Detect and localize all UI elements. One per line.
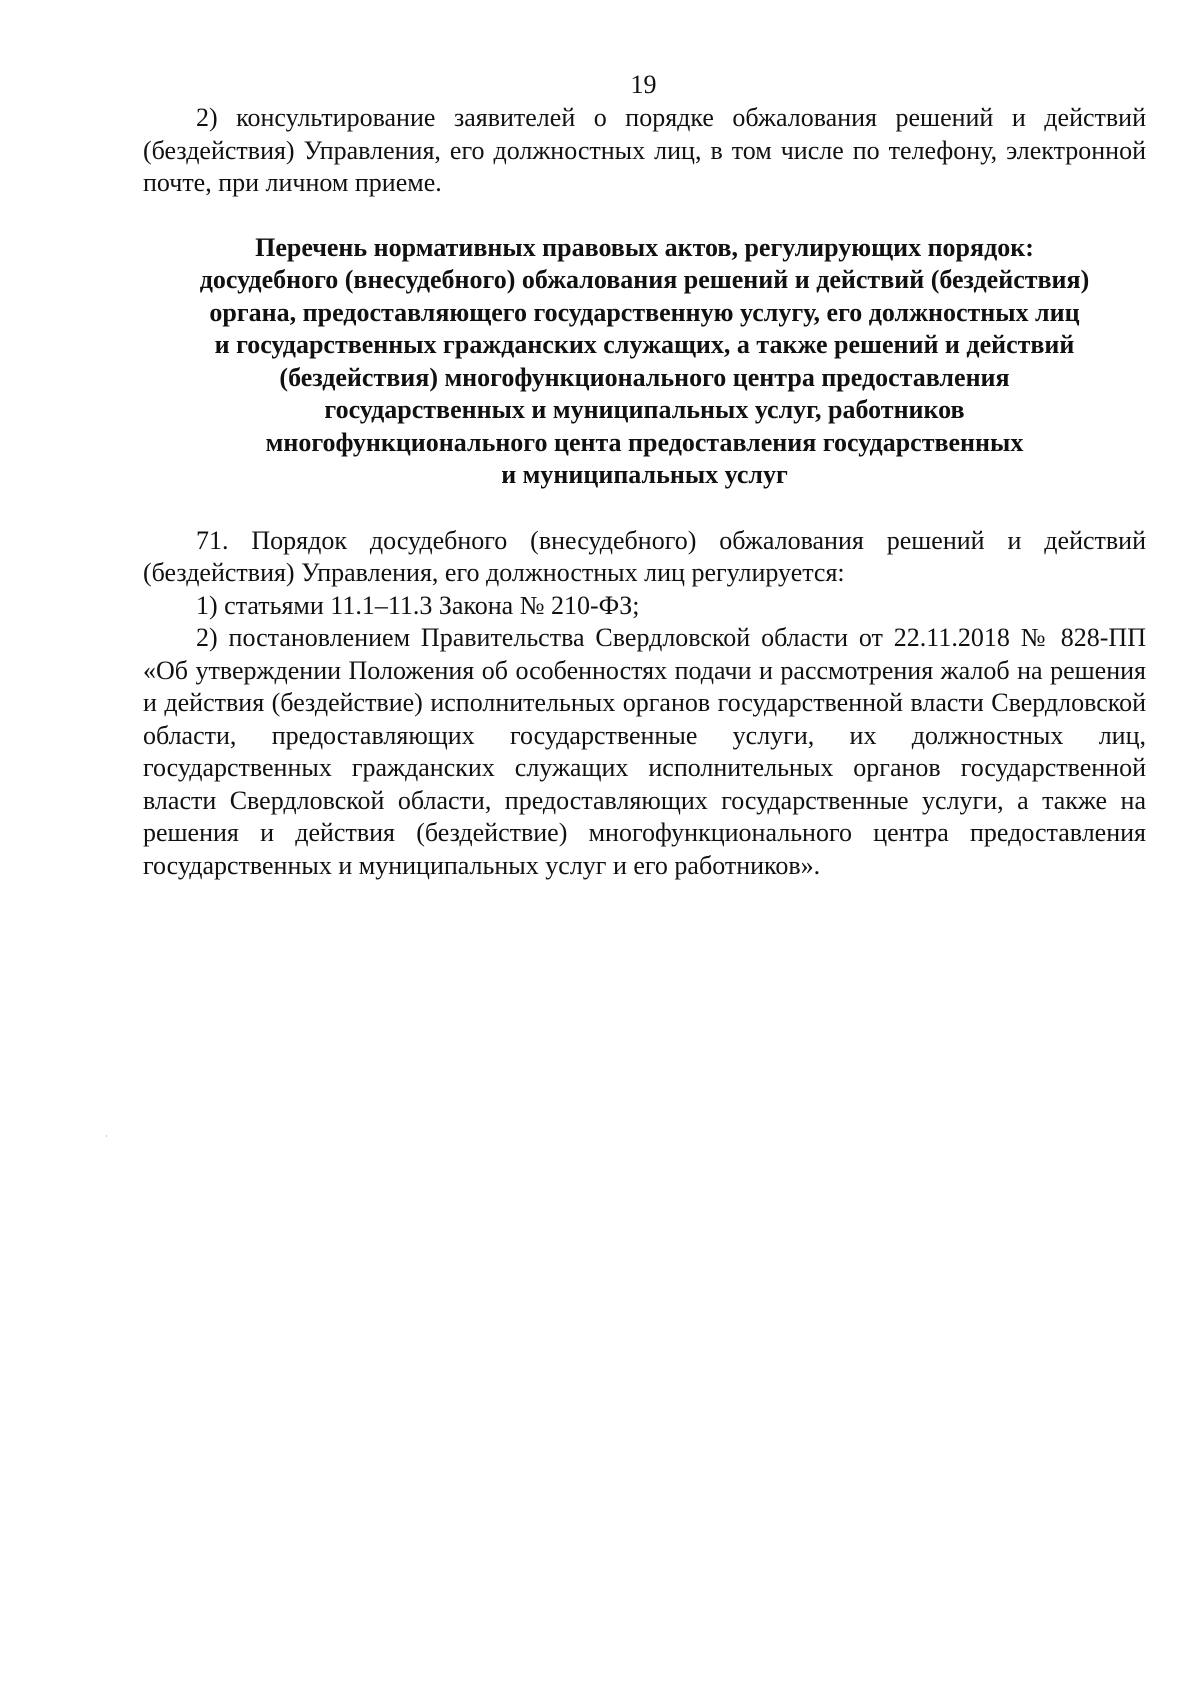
scan-speck [106,1135,107,1137]
heading-line: и государственных гражданских служащих, а также решений и действий [214,330,1075,359]
page-number: 19 [630,70,657,99]
clause-item-2: 2) постановлением Правительства Свердловской области от 22.11.2018 № 828-ПП «Об утверждении Положения об особенностях подачи и рассмотрения жалоб на решения и действия (бездействие) исполнительных органов государственной власти Свердловской области, предоставляющих государственные услуги, их должностных лиц, государственных гражданских служащих исполнительных органов государственной власти Свердловской области, предоставляющих государственные услуги, а также на решения и действия (бездействие) многофункционального центра предоставления государственных и муниципальных услуг и его работников». [143,623,1146,880]
intro-paragraph: 2) консультирование заявителей о порядке обжалования решений и действий (бездействия) Управления, его должностных лиц, в том числе по телефону, электронной почте, при личном приеме. [143,103,1146,197]
heading-line: (бездействия) многофункционального центра предоставления [279,362,1010,392]
heading-line: государственных и муниципальных услуг, работников [324,395,965,424]
heading-line: Перечень нормативных правовых актов, регулирующих порядок: [255,232,1034,262]
clause-71-paragraph: 71. Порядок досудебного (внесудебного) обжалования решений и действий (бездействия) Управления, его должностных лиц регулируется: [143,525,1146,587]
heading-line: досудебного (внесудебного) обжалования решений и действий (бездействия) [199,265,1090,294]
clause-item-1: 1) статьями 11.1–11.3 Закона № 210-ФЗ; [196,590,640,620]
document-body [143,102,1146,882]
heading-line: органа, предоставляющего государственную услугу, его должностных лиц [209,297,1080,327]
heading-line: и муниципальных услуг [501,460,788,489]
section-heading [143,200,1146,525]
heading-line: многофункционального цента предоставления государственных [265,427,1024,457]
